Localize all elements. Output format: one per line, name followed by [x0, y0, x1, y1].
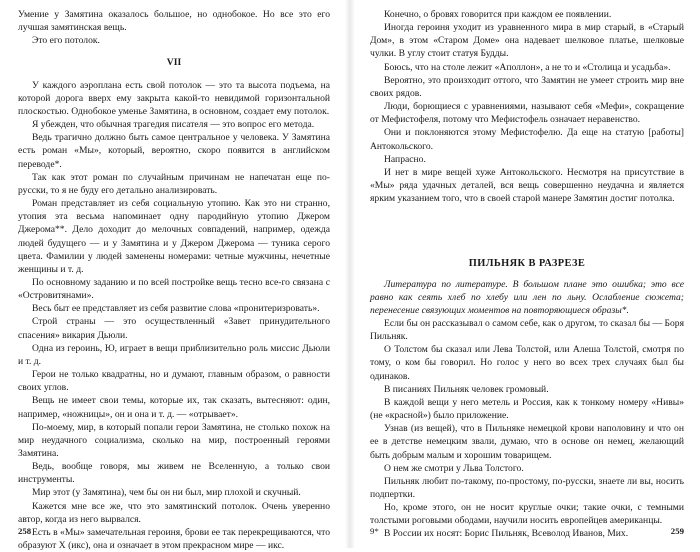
paragraph: В России их носят: Борис Пильняк, Всеволод Иванов, Мих.: [384, 528, 629, 540]
paragraph: Они и поклоняются этому Мефистофелю. Да еще на статую [работы] Антокольского.: [370, 127, 684, 152]
paragraph: Боюсь, что на столе лежит «Аполлон», а не то и «Столица и усадьба».: [384, 61, 671, 73]
paragraph: Весь быт ее представляет из себя развитие слова «пронитеризровать».: [32, 303, 320, 315]
paragraph: И нет в мире вещей хуже Антокольского. Несмотря на присутствие в «Мы» ряда удачных деталей, вся вещь совершенно неудачна и является ярким указанием того, что в своей старой манере Замятин достиг потолка.: [370, 166, 684, 205]
paragraph: Так как этот роман по случайным причинам не напечатан еще по-русски, то я не буду его детально анализировать.: [18, 171, 330, 196]
paragraph: О Толстом бы сказал или Лева Толстой, или Алеша Толстой, смотря по тому, о ком бы говорил. Но голос у него во всех трех случаях был бы одинаков.: [370, 344, 684, 382]
paragraph: Вещь не имеет свои темы, которые их, так сказать, вытесняют: один, например, «ножницы», он и она и т. д. — «отрывает».: [18, 395, 330, 420]
paragraph: Пильняк любит по-такому, по-простому, по-русски, знаете ли вы, носить подпертки.: [370, 475, 684, 500]
epigraph: Литература по литературе. В большом плане это ошибка; это все равно как сеять хлеб по хлебу или лен по льну. Ослабление сюжета; перенесение связующих моментов на повторяющиеся образы*.: [370, 278, 684, 316]
paragraph: В писаниях Пильняк человек громовый.: [384, 383, 549, 395]
paragraph: По-моему, мир, в который попали герои Замятина, не столько похож на мир неудачного социализма, сколько на мир, построенный героями Замятина.: [18, 421, 330, 459]
paragraph: Иногда героиня уходит из уравненного мира в мир старый, в «Старый Дом», в этом «Старом Доме» она надевает шелковое платье, шелковые чулки. В углу стоит статуя Будды.: [370, 22, 684, 60]
page-gutter: [345, 0, 355, 548]
page-number: 259: [670, 526, 684, 536]
paragraph: Кажется мне все же, что это замятинский потолок. Очень уверенно автор, когда из него вырвался.: [18, 500, 330, 525]
paragraph: У каждого аэроплана есть свой потолок — это та высота подъема, на которой дорога вверх ему закрыта какой-то невидимой горизонтальной плоскостью. Однобокое уменье Замятина, в основном, создает ему потолок.: [18, 79, 330, 117]
paragraph: Роман представляет из себя социальную утопию. Как это ни странно, утопия эта весьма напоминает одну пародийную утопию Джером Джерома**. Дело доходит до мелочных совпадений, например, одежда людей будущего — и у Замятина и у Джером Джерома — туника серого цвета. Фамилии у людей заменены номерами: четные мужчины, нечетные женщины и т. д.: [18, 198, 330, 275]
paragraph: По основному заданию и по всей постройке вещь тесно все-го связана с «Островитянами».: [18, 276, 330, 302]
page-number: 258: [18, 526, 32, 536]
paragraph: Это его потолок.: [32, 35, 100, 47]
paragraph: О нем же смотри у Льва Толстого.: [384, 462, 524, 474]
paragraph: Я убежден, что обычная трагедия писателя — это вопрос его метода.: [32, 119, 315, 131]
section-number: VII: [166, 57, 182, 69]
paragraph: Напрасно.: [384, 153, 426, 165]
paragraph: Умение у Замятина оказалось большое, но однобокое. Но все это его лучшая замятинская вещь.: [18, 9, 330, 34]
paragraph: Узнав (из вещей), что в Пильняке немецкой крови наполовину и что он ее в детстве немецким звали, думаю, что в основе он немец, желающий быть добрым малым и хорошим товарищем.: [370, 423, 684, 461]
paragraph: Герои не только квадратны, но и думают, главным образом, о равности своих углов.: [18, 369, 330, 394]
right-page: [370, 0, 684, 548]
paragraph: Люди, борющиеся с уравнениями, называют себя «Мефи», сокращение от Мефистофеля, потому что Мефистофель означает неравенство.: [370, 101, 684, 126]
section-title: ПИЛЬНЯК В РАЗРЕЗЕ: [468, 258, 586, 270]
paragraph: Одна из героинь, Ю, играет в вещи приблизительно роль миссис Дьюли и т. д.: [18, 342, 330, 367]
paragraph: Конечно, о бровях говорится при каждом ее появлении.: [384, 9, 612, 20]
paragraph: Ведь трагично должно быть самое центральное у человека. У Замятина есть роман «Мы», который, вероятно, скоро появится в английском переводе*.: [18, 132, 330, 170]
paragraph: В каждой вещи у него метель и Россия, как к тонкому номеру «Нивы» (не «красной») было приложение.: [370, 396, 684, 422]
paragraph: Ведь, вообще говоря, мы живем не Вселенную, а только свои инструменты.: [18, 461, 330, 486]
paragraph: Но, кроме этого, он не носит круглые очки; такие очки, с темными толстыми роговыми ободами, научили носить европейцев американцы.: [370, 502, 684, 527]
paragraph: Если бы он рассказывал о самом себе, как о другом, то сказал бы — Боря Пильняк.: [370, 317, 684, 343]
signature-mark: 9*: [370, 526, 379, 536]
left-page-text: [18, 8, 330, 552]
paragraph: Есть в «Мы» замечательная героиня, брови ее так перекрещиваются, что образуют Х (икс), она и означает в этом прекрасном мире — икс.: [18, 526, 330, 552]
right-page-text: [370, 8, 684, 541]
paragraph: Мир этот (у Замятина), чем бы он ни был, мир плохой и скучный.: [32, 487, 301, 499]
left-page: [18, 0, 330, 552]
paragraph: Строй страны — это осуществленный «Завет принудительного спасения» викария Дьюли.: [18, 316, 330, 341]
paragraph: Вероятно, это произходит оттого, что Замятин не умеет строить мир вне своих рядов.: [370, 74, 684, 99]
